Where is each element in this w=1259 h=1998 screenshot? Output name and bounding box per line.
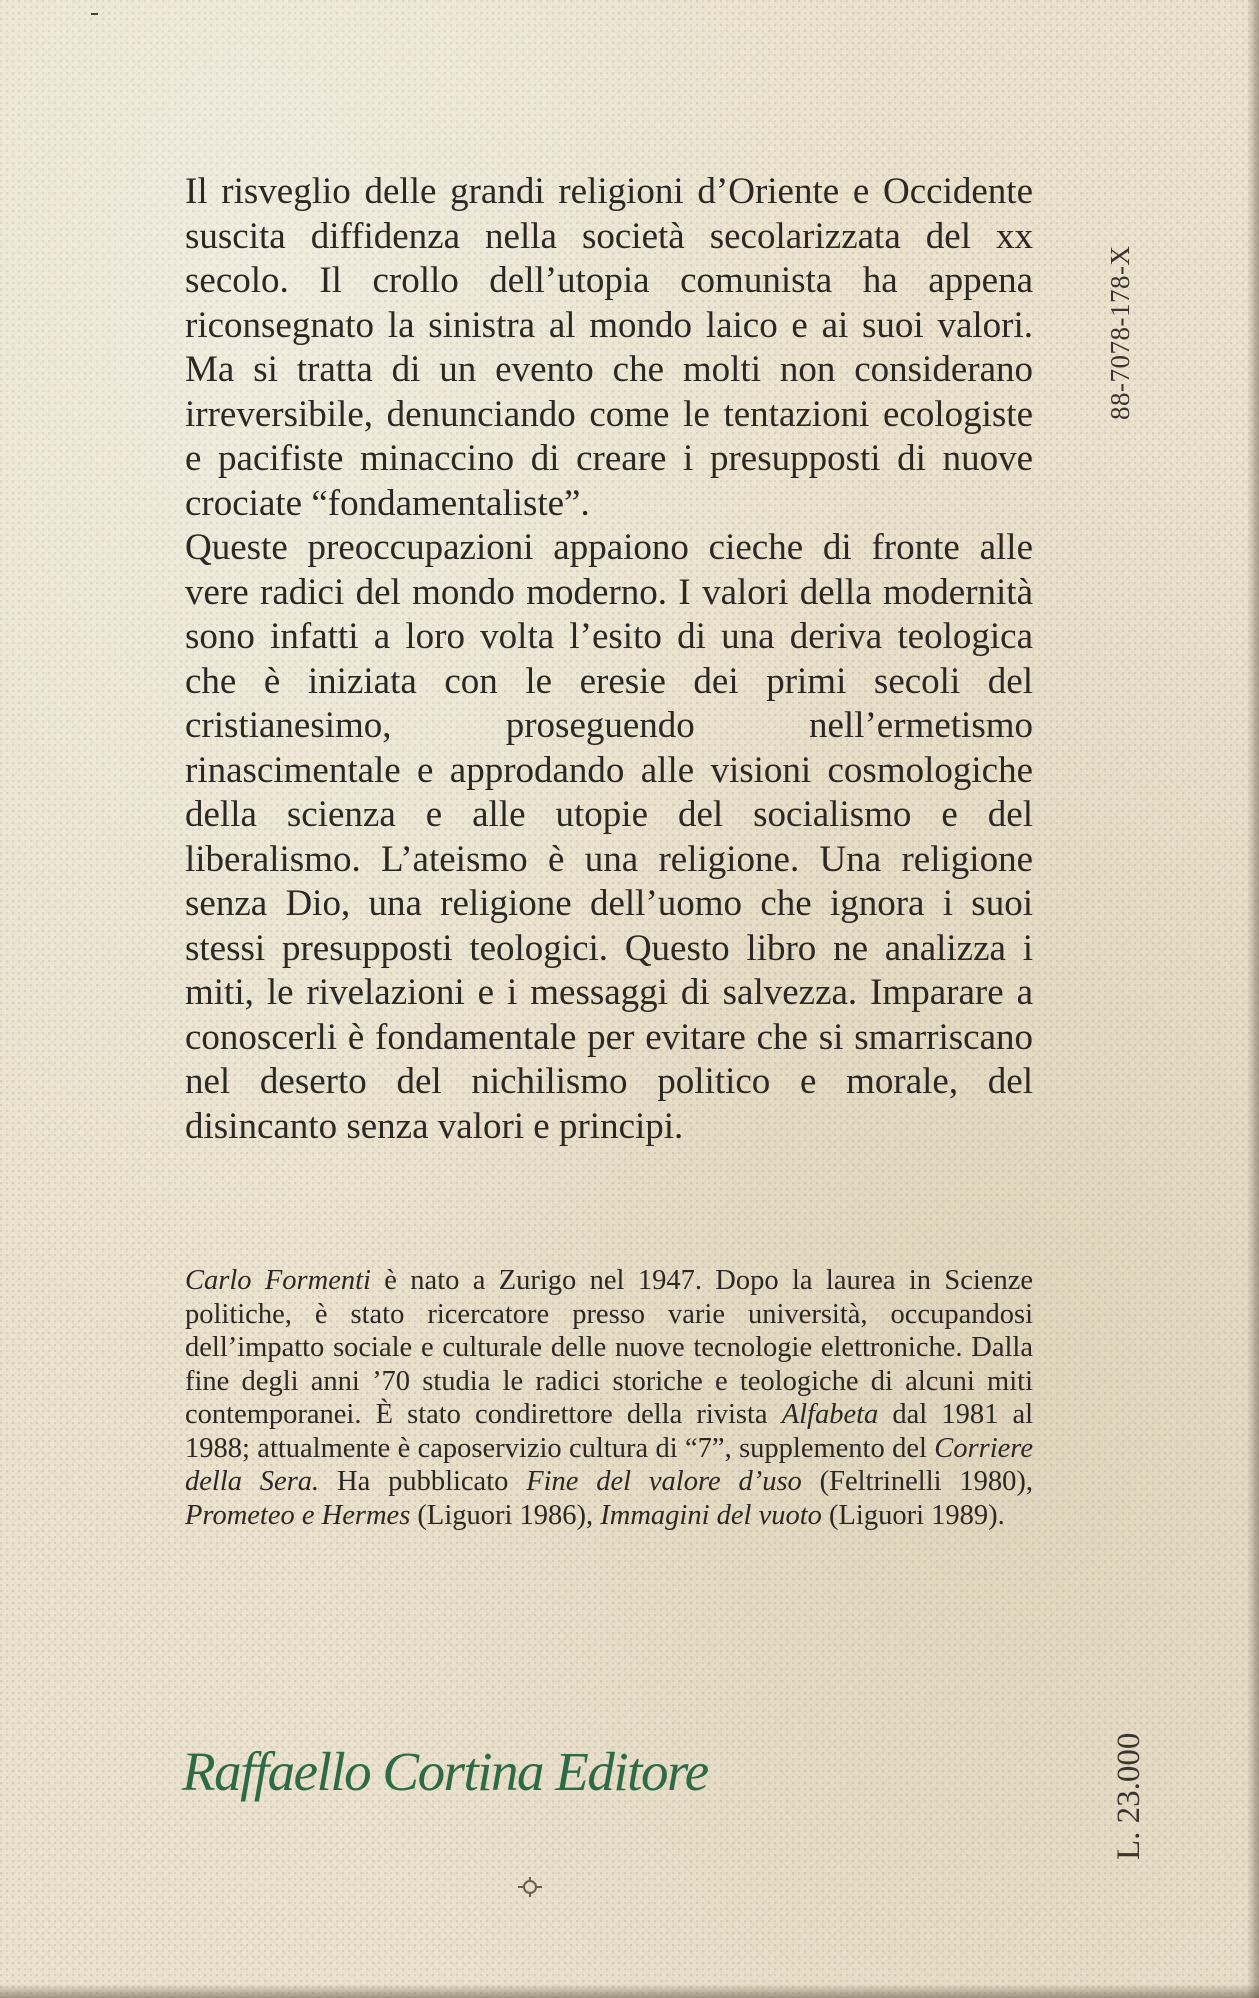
book-title-2: Prometeo e Hermes: [185, 1499, 411, 1531]
author-bio: [185, 1264, 1033, 1532]
newspaper-title: Corriere della Sera.: [185, 1432, 1033, 1497]
isbn-code: 88-7078-178-X: [1105, 245, 1135, 420]
bio-text-4: (Feltrinelli 1980),: [801, 1466, 1033, 1497]
bio-text-3: Ha pubblicato: [319, 1466, 527, 1497]
magazine-title: Alfabeta: [781, 1399, 879, 1430]
page-edge-right: [1247, 0, 1259, 1998]
bio-text-2: dal 1981 al 1988; attualmente è caposervizio cultura di “7”, supplemento del: [185, 1399, 1034, 1464]
bio-text-6: (Liguori 1989).: [821, 1499, 1005, 1531]
blurb-paragraph-2: Queste preoccupazioni appaiono cieche di fronte alle vere radici del mondo moderno. I valori della modernità sono infatti a loro volta l’esito di una deriva teologica che è iniziata con le eresie dei primi secoli del cristianesimo, proseguendo nell’ermetismo rinascimentale e approdando alle visioni cosmologiche della scienza e alle utopie del socialismo e del liberalismo. L’ateismo è una religione. Una religione senza Dio, una religione dell’uomo che ignora i suoi stessi presupposti teologici. Questo libro ne analizza i miti, le rivelazioni e i messaggi di salvezza. Imparare a conoscerli è fondamentale per evitare che si smarriscano nel deserto del nichilismo politico e morale, del disincanto senza valori e principi.: [185, 527, 1033, 1147]
ink-speck-icon: [90, 10, 100, 18]
book-title-1: Fine del valore d’uso: [526, 1466, 802, 1497]
ornament-icon: [515, 1875, 545, 1899]
bio-text-5: (Liguori 1986),: [410, 1499, 601, 1531]
publisher-logo: Raffaello Cortina Editore: [182, 1741, 708, 1802]
blurb-paragraph-1: Il risveglio delle grandi religioni d’Oriente e Occidente suscita diffidenza nella società secolarizzata del xx secolo. Il crollo dell’utopia comunista ha appena riconsegnato la sinistra al mondo laico e ai suoi valori. Ma si tratta di un evento che molti non considerano irreversibile, denunciando come le tentazioni ecologiste e pacifiste minaccino di creare i presupposti di nuove crociate “fondamentaliste”.: [185, 171, 1033, 524]
blurb-text: [185, 170, 1033, 1149]
price-label: L. 23.000: [1111, 1732, 1147, 1860]
bio-text-1: è nato a Zurigo nel 1947. Dopo la laurea in Scienze politiche, è stato ricercatore presso varie università, occupandosi dell’impatto sociale e culturale delle nuove tecnologie elettroniche. Dalla fine degli anni ’70 studia le radici storiche e teologiche di alcuni miti contemporanei. È stato condirettore della rivista: [185, 1265, 1034, 1430]
author-bio-paragraph: [185, 1264, 1033, 1532]
author-name: Carlo Formenti: [185, 1265, 371, 1296]
page-edge-bottom: [0, 1984, 1259, 1998]
book-title-3: Immagini del vuoto: [600, 1499, 822, 1531]
